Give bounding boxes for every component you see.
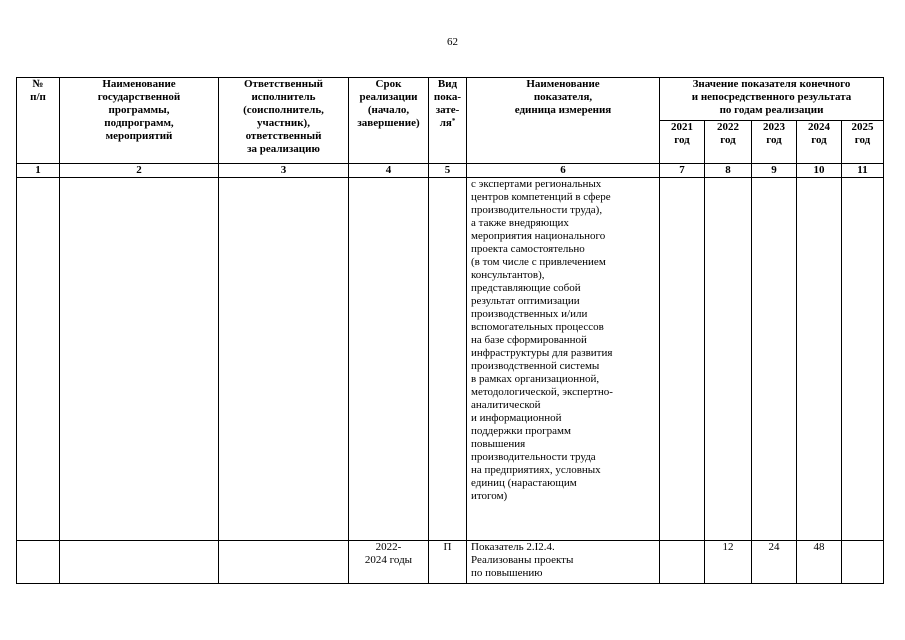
header-term: Срок реализации (начало, завершение) <box>349 78 429 164</box>
cell-value-2021 <box>660 541 705 584</box>
cell-term <box>349 178 429 541</box>
cell-indicator-name: с экспертами региональных центров компетенций в сфере производительности труда), а также внедряющих мероприятия национального проекта самостоятельно (в том числе с привлечением консультантов), представляющие собой результат оптимизации производственных и/или вспомогательных процессов на базе сформированной инфраструктуры для развития производственной системы в рамках организационной, методологической, экспертно- аналитической и информационной поддержки программ повышения производительности труда на предприятиях, условных единиц (нарастающим итогом) <box>467 178 660 541</box>
header-year-2022: 2022 год <box>705 121 752 164</box>
indicators-table <box>16 77 884 584</box>
header-index: № п/п <box>17 78 60 164</box>
header-year-2025: 2025 год <box>842 121 884 164</box>
column-number: 7 <box>660 164 705 178</box>
header-indicator-name: Наименование показателя, единица измерения <box>467 78 660 164</box>
cell-value-2025 <box>842 178 884 541</box>
header-values-group: Значение показателя конечного и непосредственного результата по годам реализации <box>660 78 884 121</box>
table-row <box>17 178 884 541</box>
header-year-2023: 2023 год <box>752 121 797 164</box>
cell-value-2024: 48 <box>797 541 842 584</box>
cell-responsible <box>219 178 349 541</box>
header-year-2024: 2024 год <box>797 121 842 164</box>
cell-value-2022: 12 <box>705 541 752 584</box>
cell-program-name <box>60 541 219 584</box>
column-number: 10 <box>797 164 842 178</box>
column-number: 5 <box>429 164 467 178</box>
column-number: 4 <box>349 164 429 178</box>
cell-indicator-type <box>429 178 467 541</box>
column-number: 8 <box>705 164 752 178</box>
column-number: 11 <box>842 164 884 178</box>
column-number: 2 <box>60 164 219 178</box>
cell-value-2022 <box>705 178 752 541</box>
cell-indicator-name: Показатель 2.I2.4. Реализованы проекты по повышению <box>467 541 660 584</box>
header-year-2021: 2021 год <box>660 121 705 164</box>
column-number: 9 <box>752 164 797 178</box>
header-row-1 <box>17 78 884 121</box>
page-number: 62 <box>447 36 458 48</box>
column-number: 1 <box>17 164 60 178</box>
cell-program-name <box>60 178 219 541</box>
table-row <box>17 541 884 584</box>
cell-indicator-type: П <box>429 541 467 584</box>
cell-value-2023 <box>752 178 797 541</box>
column-number-row <box>17 164 884 178</box>
cell-value-2023: 24 <box>752 541 797 584</box>
header-program-name: Наименование государственной программы, подпрограмм, мероприятий <box>60 78 219 164</box>
cell-value-2021 <box>660 178 705 541</box>
column-number: 3 <box>219 164 349 178</box>
cell-index <box>17 541 60 584</box>
header-indicator-type: Вид пока- зате- ля* <box>429 78 467 164</box>
header-responsible: Ответственный исполнитель (соисполнитель, участник), ответственный за реализацию <box>219 78 349 164</box>
cell-term: 2022- 2024 годы <box>349 541 429 584</box>
column-number: 6 <box>467 164 660 178</box>
footnote-marker: * <box>451 117 456 125</box>
cell-responsible <box>219 541 349 584</box>
cell-value-2024 <box>797 178 842 541</box>
cell-value-2025 <box>842 541 884 584</box>
cell-index <box>17 178 60 541</box>
